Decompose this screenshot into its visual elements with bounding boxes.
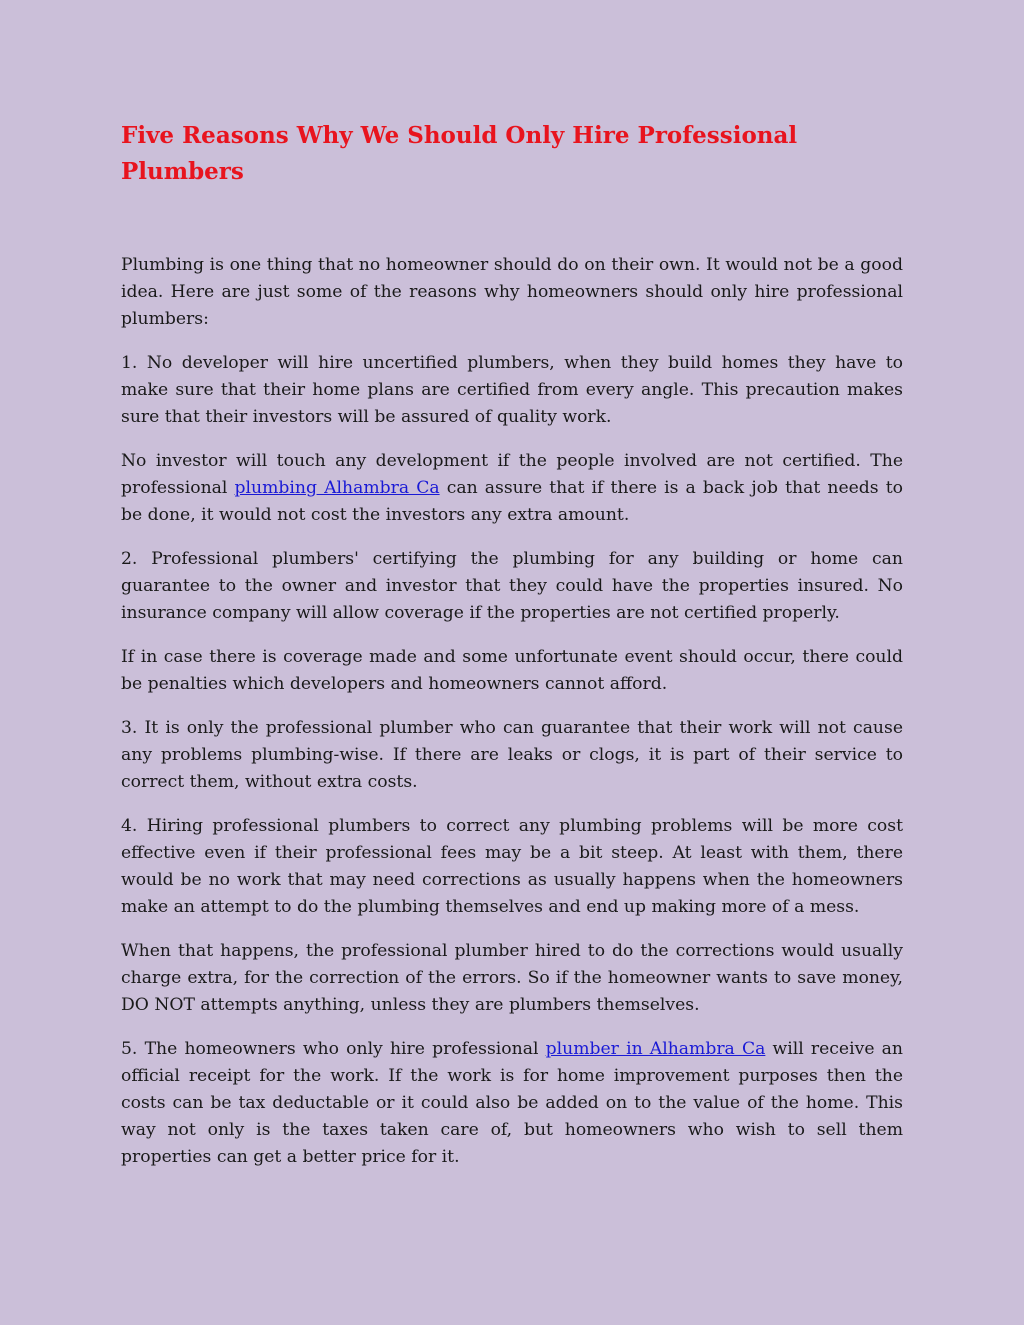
paragraph-corrections: When that happens, the professional plumber hired to do the corrections would usually charge extra, for the correction of the errors. So if the homeowner wants to save money, DO NOT attempts anything, unless they are plumbers themselves. bbox=[121, 941, 903, 1015]
paragraph-reason-5-text-a: 5. The homeowners who only hire professional bbox=[121, 1039, 546, 1059]
plumber-alhambra-link[interactable]: plumber in Alhambra Ca bbox=[545, 1039, 766, 1059]
paragraph-investor-text-a: No investor will touch any development if the people involved are not certified. The professional bbox=[121, 451, 903, 498]
paragraph-reason-4: 4. Hiring professional plumbers to correct any plumbing problems will be more cost effective even if their professional fees may be a bit steep. At least with them, there would be no work that may need corrections as usually happens when the homeowners make an attempt to do the plumbing themselves and end up making more of a mess. bbox=[121, 816, 903, 917]
paragraph-investor bbox=[121, 448, 903, 529]
paragraph-reason-1: 1. No developer will hire uncertified plumbers, when they build homes they have to make sure that their home plans are certified from every angle. This precaution makes sure that their investors will be assured of quality work. bbox=[121, 353, 903, 427]
document-body bbox=[121, 252, 903, 1171]
plumbing-alhambra-link[interactable]: plumbing Alhambra Ca bbox=[234, 478, 440, 498]
paragraph-reason-5-text-b: will receive an official receipt for the work. If the work is for home improvement purposes then the costs can be tax deductable or it could also be added on to the value of the home. This way not only is the taxes taken care of, but homeowners who wish to sell them properties can get a better price for it. bbox=[121, 1039, 903, 1167]
paragraph-reason-5 bbox=[121, 1036, 903, 1171]
paragraph-coverage: If in case there is coverage made and some unfortunate event should occur, there could be penalties which developers and homeowners cannot afford. bbox=[121, 647, 903, 694]
paragraph-intro: Plumbing is one thing that no homeowner should do on their own. It would not be a good idea. Here are just some of the reasons why homeowners should only hire professional plumbers: bbox=[121, 255, 903, 329]
paragraph-reason-2: 2. Professional plumbers' certifying the plumbing for any building or home can guarantee to the owner and investor that they could have the properties insured. No insurance company will allow coverage if the properties are not certified properly. bbox=[121, 549, 903, 623]
paragraph-investor-text-b: can assure that if there is a back job that needs to be done, it would not cost the investors any extra amount. bbox=[121, 478, 903, 525]
document-title: Five Reasons Why We Should Only Hire Professional Plumbers bbox=[121, 122, 798, 185]
paragraph-reason-3: 3. It is only the professional plumber who can guarantee that their work will not cause any problems plumbing-wise. If there are leaks or clogs, it is part of their service to correct them, without extra costs. bbox=[121, 718, 903, 792]
